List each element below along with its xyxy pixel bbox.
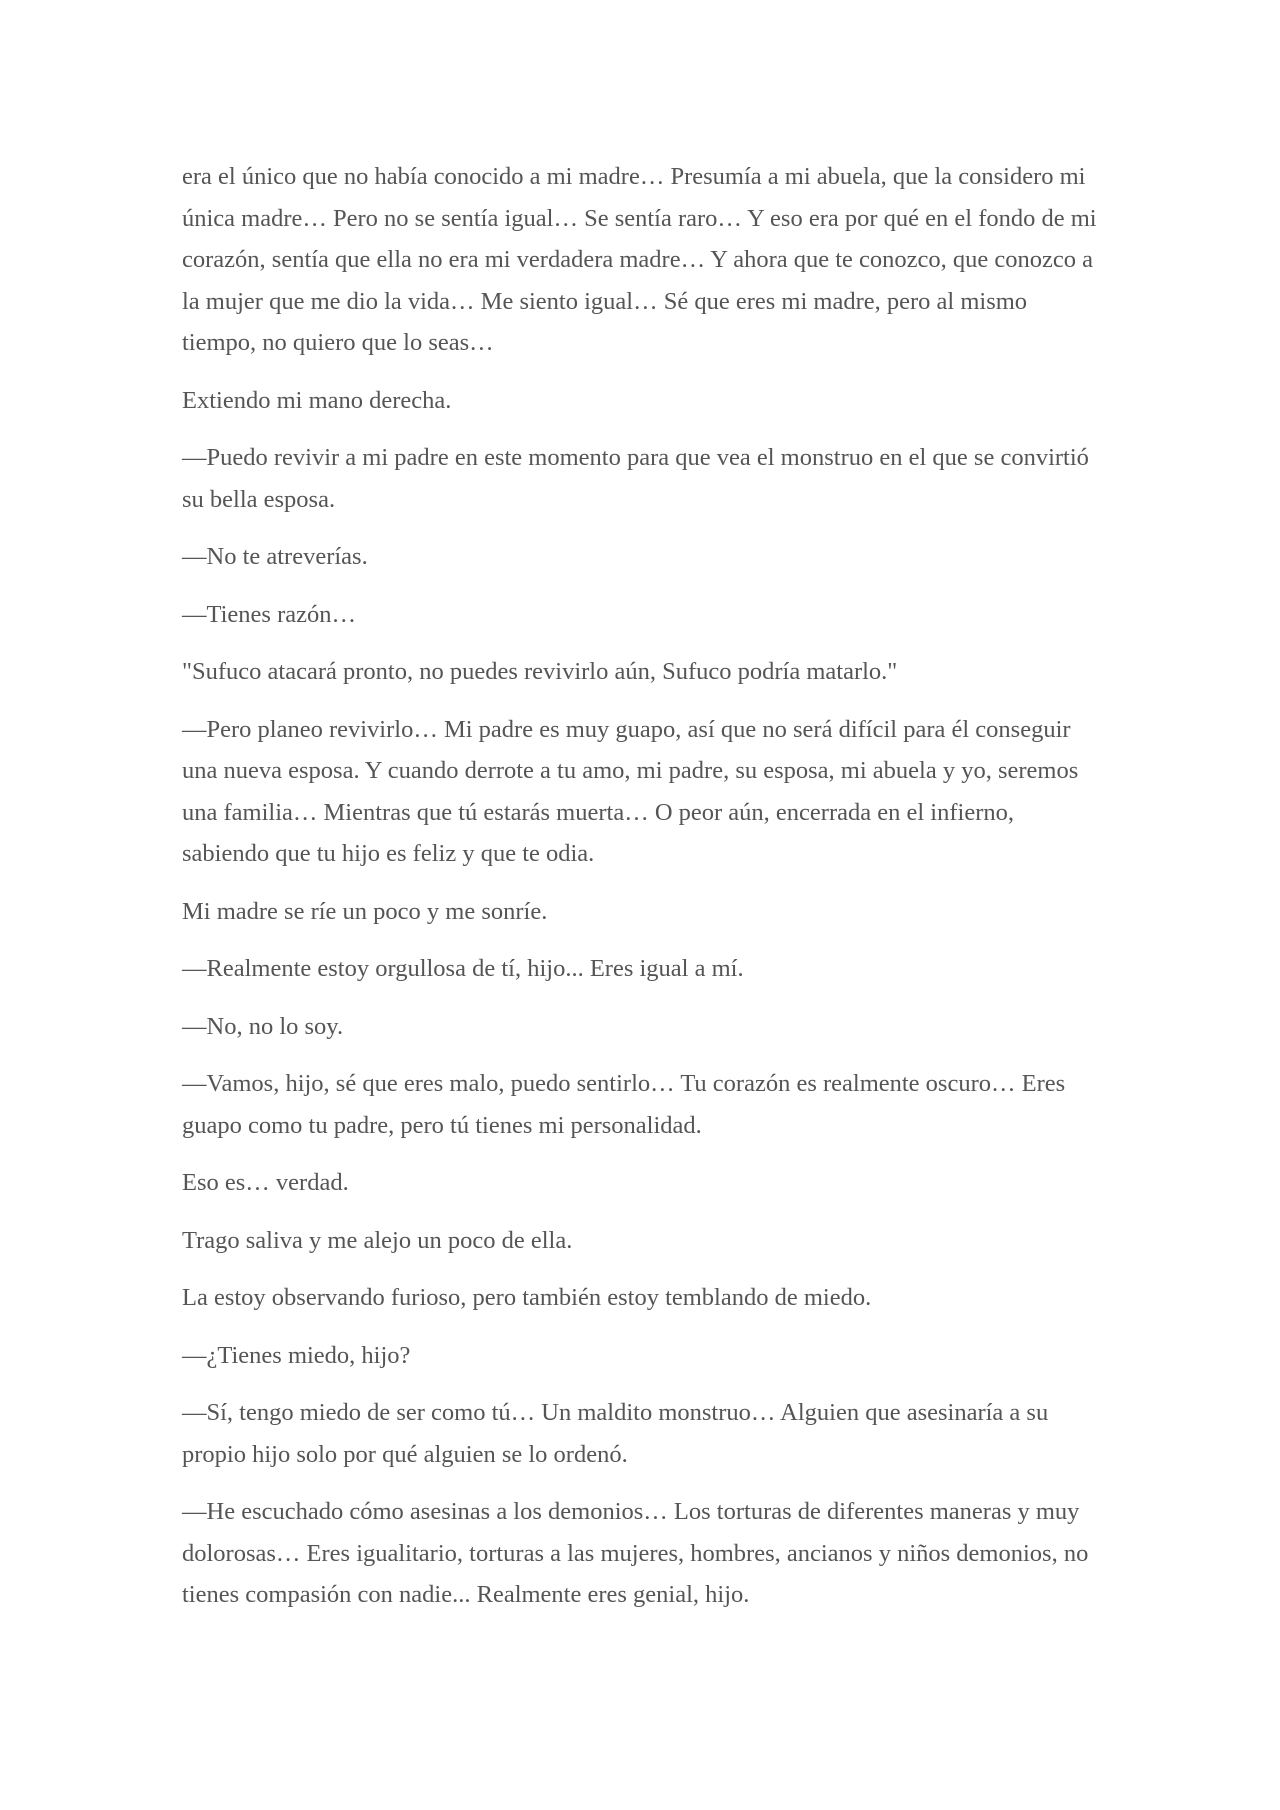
paragraph: La estoy observando furioso, pero también estoy temblando de miedo. — [182, 1284, 872, 1311]
paragraph: Mi madre se ríe un poco y me sonríe. — [182, 897, 548, 925]
paragraph: —No, no lo soy. — [182, 1012, 344, 1040]
paragraph: Eso es… verdad. — [182, 1169, 349, 1196]
paragraph: —He escuchado cómo asesinas a los demonios… Los torturas de diferentes maneras y muy dolorosas… Eres igualitario, torturas a las mujeres, hombres, ancianos y niños demonios, no tienes compasión con nadie... Realmente eres genial, hijo. — [182, 1498, 1089, 1608]
paragraph: —No te atreverías. — [182, 543, 368, 570]
paragraph: —Sí, tengo miedo de ser como tú… Un maldito monstruo… Alguien que asesinaría a su propio hijo solo por qué alguien se lo ordenó. — [182, 1399, 1049, 1468]
document-body — [182, 156, 1107, 1632]
paragraph: —Tienes razón… — [182, 600, 356, 628]
paragraph: —Realmente estoy orgullosa de tí, hijo... Eres igual a mí. — [182, 955, 744, 982]
paragraph: —Puedo revivir a mi padre en este momento para que vea el monstruo en el que se convirtió su bella esposa. — [182, 444, 1089, 513]
paragraph: Extiendo mi mano derecha. — [182, 386, 452, 414]
paragraph: "Sufuco atacará pronto, no puedes revivirlo aún, Sufuco podría matarlo." — [182, 658, 898, 685]
paragraph: —¿Tienes miedo, hijo? — [182, 1341, 411, 1369]
paragraph: —Vamos, hijo, sé que eres malo, puedo sentirlo… Tu corazón es realmente oscuro… Eres guapo como tu padre, pero tú tienes mi personalidad. — [182, 1070, 1066, 1139]
paragraph: Trago saliva y me alejo un poco de ella. — [182, 1226, 573, 1254]
paragraph: era el único que no había conocido a mi madre… Presumía a mi abuela, que la considero mi única madre… Pero no se sentía igual… Se sentía raro… Y eso era por qué en el fondo de mi corazón, sentía que ella no era mi verdadera madre… Y ahora que te conozco, que conozco a la mujer que me dio la vida… Me siento igual… Sé que eres mi madre, pero al mismo tiempo, no quiero que lo seas… — [182, 163, 1097, 356]
paragraph: —Pero planeo revivirlo… Mi padre es muy guapo, así que no será difícil para él conseguir una nueva esposa. Y cuando derrote a tu amo, mi padre, su esposa, mi abuela y yo, seremos una familia… Mientras que tú estarás muerta… O peor aún, encerrada en el infierno, sabiendo que tu hijo es feliz y que te odia. — [182, 715, 1079, 867]
